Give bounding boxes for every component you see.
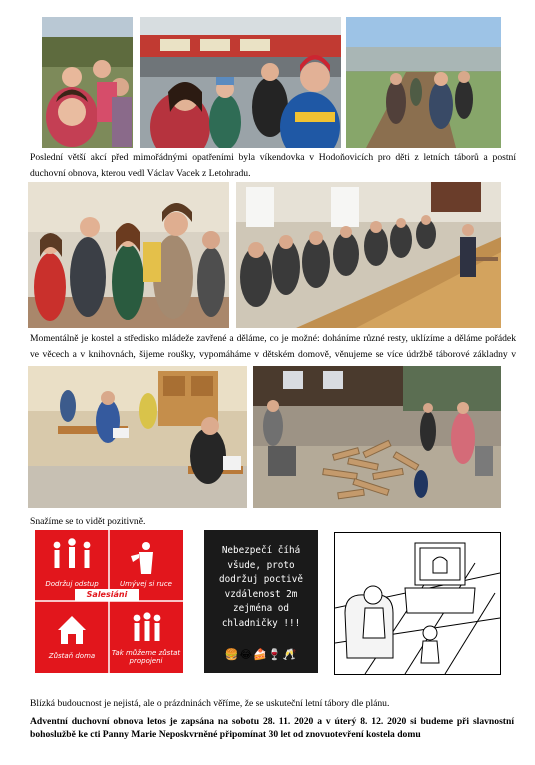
photo-children-leader [42,17,133,148]
label-wash-hands: Umývej si ruce [120,580,172,588]
stay-home-icon [58,616,86,644]
connected-people-icon [134,612,161,641]
paragraph-near-future: Blízká budoucnost je nejistá, ale o prázdninách věříme, že se uskuteční letní tábory dle plánu. [30,698,390,709]
label-keep-distance: Dodržuj odstup [45,580,99,588]
cartoon-tv-armchair [334,532,501,675]
fridge-warning-text: Nebezpečí číhá všude, proto dodržuj poctivě vzdálenost 2m zejména od chladničky !!! [219,545,303,629]
paragraph-advent: Adventní duchovní obnova letos je zapsána na sobotu 28. 11. 2020 a v úterý 8. 12. 2020 si budeme při slavnostní bohoslužbě ke cti Panny Marie Neposkvrněné připomínat 30 let od znovuotevření kostela domu [30,716,514,740]
paragraph-weekend-camp: Poslední větší akcí před mimořádnými opatřeními byla víkendovka v Hodoňovicích pro děti z letních táborů a postní duchovní obnova, kterou vedl Václav Vacek z Letohradu. [30,152,516,179]
photo-wood-chopping [253,366,501,508]
salesiani-ribbon: Salesiáni [75,589,139,601]
wash-hands-icon [131,542,153,574]
paragraph-current-activities: Momentálně je kostel a středisko mládeže zavřené a děláme, co je možné: doháníme různé resty, uklízíme a děláme pořádek ve věcech a v knihovnách, šijeme roušky, vypomáháme v dětském domově, věnujeme se více údržbě táborové základny v [30,333,516,360]
photo-hall-audience [236,182,501,328]
paragraph-positive: Snažíme se to vidět pozitivně. [30,516,146,527]
photo-train-platform [140,17,341,148]
distance-people-icon [54,538,91,568]
salesiani-poster [35,530,183,673]
photo-sewing-masks [28,366,247,508]
photo-field-walk [346,17,501,148]
photo-dancing-circle [28,182,229,328]
emoji-row: 🍔😂🍰🍷🥂 [224,648,298,661]
fridge-warning-poster [204,530,318,673]
label-stay-connected: Tak můžeme zůstat propojeni [111,649,181,665]
label-stay-home: Zůstaň doma [48,652,96,660]
